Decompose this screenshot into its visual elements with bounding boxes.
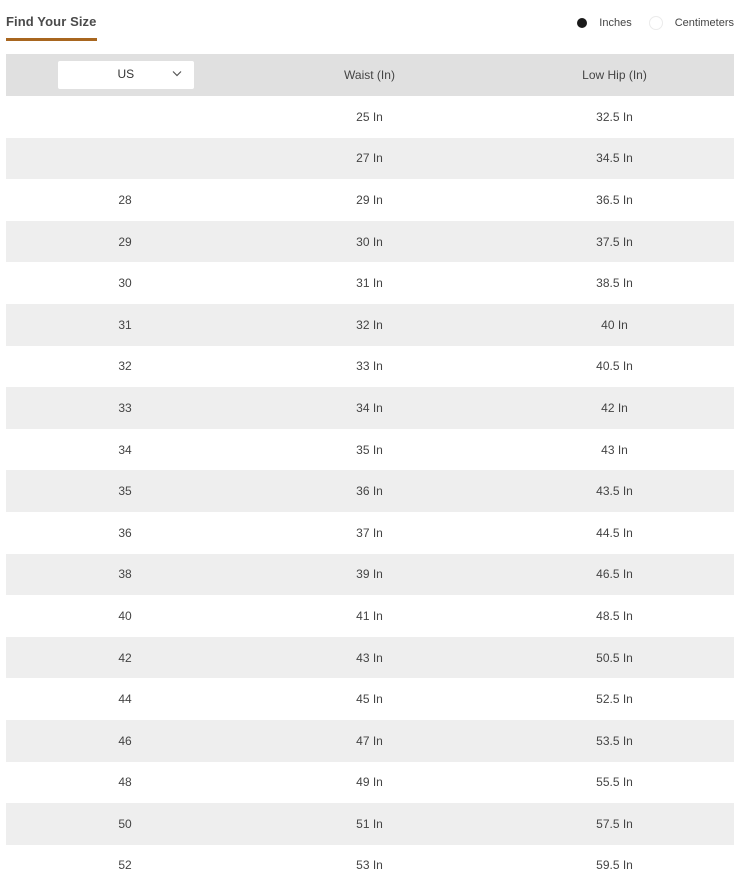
table-row: [6, 678, 734, 720]
table-row: [6, 845, 734, 886]
table-row: [6, 387, 734, 429]
low-hip-cell: 40 In: [601, 317, 628, 332]
table-row: [6, 512, 734, 554]
table-row: [6, 595, 734, 637]
low-hip-cell: 48.5 In: [596, 608, 633, 623]
waist-cell: 33 In: [356, 359, 383, 374]
waist-cell: 35 In: [356, 442, 383, 457]
size-cell: 35: [118, 484, 132, 499]
size-cell: 44: [118, 692, 132, 707]
table-row: [6, 470, 734, 512]
size-cell: 28: [118, 192, 132, 207]
table-row: [6, 429, 734, 471]
size-cell: 30: [118, 276, 132, 291]
low-hip-cell: 34.5 In: [596, 151, 633, 166]
waist-cell: 53 In: [356, 858, 383, 873]
table-row: [6, 96, 734, 138]
size-cell: 46: [118, 733, 132, 748]
low-hip-cell: 46.5 In: [596, 567, 633, 582]
size-cell: 33: [118, 400, 132, 415]
low-hip-cell: 57.5 In: [596, 816, 633, 831]
waist-cell: 43 In: [356, 650, 383, 665]
low-hip-cell: 55.5 In: [596, 775, 633, 790]
low-hip-cell: 59.5 In: [596, 858, 633, 873]
size-cell: 48: [118, 775, 132, 790]
waist-cell: 39 In: [356, 567, 383, 582]
waist-cell: 41 In: [356, 608, 383, 623]
size-cell: 31: [118, 317, 132, 332]
size-cell: 40: [118, 608, 132, 623]
waist-cell: 29 In: [356, 192, 383, 207]
table-row: [6, 138, 734, 180]
low-hip-cell: 38.5 In: [596, 276, 633, 291]
size-guide-header: [0, 0, 745, 54]
unit-label-inches: Inches: [599, 17, 632, 29]
unit-option-inches[interactable]: [577, 17, 631, 29]
table-row: [6, 304, 734, 346]
low-hip-cell: 50.5 In: [596, 650, 633, 665]
tab-find-your-size[interactable]: Find Your Size: [6, 14, 97, 29]
radio-unselected-icon[interactable]: [649, 16, 663, 30]
waist-cell: 31 In: [356, 276, 383, 291]
size-cell: 32: [118, 359, 132, 374]
size-chart-table: [6, 54, 734, 886]
size-cell: 36: [118, 525, 132, 540]
waist-cell: 27 In: [356, 151, 383, 166]
table-row: [6, 762, 734, 804]
chevron-down-icon: [172, 70, 182, 77]
table-row: [6, 262, 734, 304]
size-cell: 38: [118, 567, 132, 582]
low-hip-cell: 36.5 In: [596, 192, 633, 207]
table-row: [6, 803, 734, 845]
waist-cell: 47 In: [356, 733, 383, 748]
waist-cell: 32 In: [356, 317, 383, 332]
low-hip-cell: 43 In: [601, 442, 628, 457]
low-hip-cell: 32.5 In: [596, 109, 633, 124]
table-row: [6, 221, 734, 263]
waist-cell: 34 In: [356, 400, 383, 415]
low-hip-cell: 44.5 In: [596, 525, 633, 540]
table-header-row: [6, 54, 734, 96]
waist-cell: 36 In: [356, 484, 383, 499]
waist-cell: 25 In: [356, 109, 383, 124]
table-row: [6, 637, 734, 679]
low-hip-cell: 43.5 In: [596, 484, 633, 499]
table-row: [6, 554, 734, 596]
waist-cell: 37 In: [356, 525, 383, 540]
active-tab-indicator: [6, 38, 97, 41]
unit-label-centimeters: Centimeters: [674, 17, 734, 29]
low-hip-cell: 53.5 In: [596, 733, 633, 748]
column-header-low-hip: Low Hip (In): [582, 68, 647, 82]
table-body: [6, 96, 734, 886]
size-cell: 42: [118, 650, 132, 665]
size-system-cell: [6, 61, 244, 89]
unit-toggle: [577, 16, 734, 30]
table-row: [6, 720, 734, 762]
size-system-select[interactable]: [58, 61, 194, 89]
size-cell: 34: [118, 442, 132, 457]
waist-cell: 45 In: [356, 692, 383, 707]
table-row: [6, 346, 734, 388]
size-cell: 29: [118, 234, 132, 249]
unit-option-centimeters[interactable]: [649, 16, 734, 30]
size-cell: 50: [118, 816, 132, 831]
column-header-waist: Waist (In): [344, 68, 395, 82]
size-system-value: US: [117, 67, 135, 81]
low-hip-cell: 37.5 In: [596, 234, 633, 249]
low-hip-cell: 52.5 In: [596, 692, 633, 707]
waist-cell: 30 In: [356, 234, 383, 249]
radio-selected-icon[interactable]: [577, 18, 587, 28]
waist-cell: 51 In: [356, 816, 383, 831]
low-hip-cell: 40.5 In: [596, 359, 633, 374]
waist-cell: 49 In: [356, 775, 383, 790]
table-row: [6, 179, 734, 221]
low-hip-cell: 42 In: [601, 400, 628, 415]
size-cell: 52: [118, 858, 132, 873]
